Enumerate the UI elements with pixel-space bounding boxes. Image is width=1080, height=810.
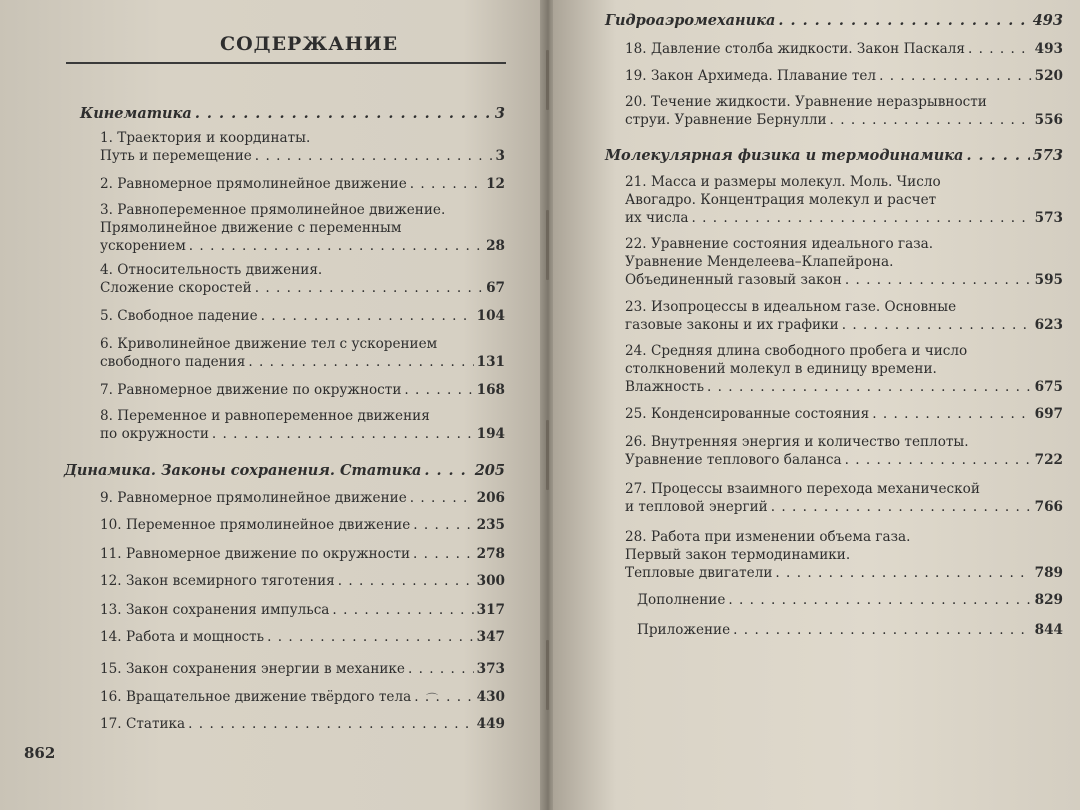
toc-entry-title: Первый закон термодинамики.: [625, 547, 851, 563]
dot-leader: [966, 147, 1029, 165]
toc-entry-title: по окружности: [100, 426, 209, 442]
toc-entry: [100, 660, 505, 678]
toc-entry-line: [100, 175, 505, 193]
toc-entry-line: [625, 378, 1063, 396]
toc-entry-title: 12. Закон всемирного тяготения: [100, 573, 335, 589]
dot-leader: [424, 462, 471, 480]
toc-page-number: 3: [495, 148, 505, 164]
toc-page-number: 104: [476, 308, 505, 324]
toc-page-number: 278: [476, 546, 505, 562]
toc-entry: [100, 129, 505, 165]
toc-entry: [625, 235, 1063, 289]
dot-leader: [845, 451, 1032, 469]
toc-entry-title: 6. Криволинейное движение тел с ускорением: [100, 336, 438, 352]
toc-entry-line: [100, 147, 505, 165]
toc-entry-line: [605, 147, 1063, 165]
toc-entry-title: газовые законы и их графики: [625, 317, 839, 333]
toc-page-number: 829: [1034, 592, 1063, 608]
toc-page-number: 131: [476, 354, 505, 370]
toc-entry-title: 14. Работа и мощность: [100, 629, 265, 645]
toc-entry-title: 10. Переменное прямолинейное движение: [100, 517, 411, 533]
toc-entry-line: [625, 405, 1063, 423]
toc-entry-line: [100, 237, 505, 255]
dot-leader: [968, 40, 1032, 58]
toc-entry-line: [625, 209, 1063, 227]
dot-leader: [413, 516, 473, 534]
toc-entry-title: 19. Закон Архимеда. Плавание тел: [625, 68, 877, 84]
toc-entry-title: 2. Равномерное прямолинейное движение: [100, 176, 407, 192]
toc-page-number: 493: [1034, 41, 1063, 57]
dot-leader: [414, 688, 473, 706]
toc-entry: [625, 67, 1063, 85]
toc-entry-title: свободного падения: [100, 354, 246, 370]
toc-entry: [625, 405, 1063, 423]
toc-entry: [100, 201, 505, 255]
toc-entry-title: струи. Уравнение Бернулли: [625, 112, 827, 128]
toc-entry: [625, 93, 1063, 129]
dot-leader: [410, 489, 474, 507]
toc-entry: [625, 40, 1063, 58]
dot-leader: [879, 67, 1032, 85]
toc-entry: [625, 433, 1063, 469]
toc-entry: [625, 480, 1063, 516]
toc-entry-title: 9. Равномерное прямолинейное движение: [100, 490, 407, 506]
toc-entry-line: [64, 462, 505, 480]
toc-page-number: 347: [476, 629, 505, 645]
dot-leader: [728, 591, 1031, 609]
dot-leader: [267, 628, 474, 646]
dot-leader: [255, 147, 493, 165]
toc-entry-line: [605, 12, 1063, 30]
toc-entry-title: 25. Конденсированные состояния: [625, 406, 870, 422]
dot-leader: [842, 316, 1032, 334]
toc-entry-line: [625, 67, 1063, 85]
toc-page-number: 206: [476, 490, 505, 506]
title-rule: [66, 62, 506, 64]
toc-entry-title: 3. Равнопеременное прямолинейное движение.: [100, 202, 446, 218]
toc-entry-title: 21. Масса и размеры молекул. Моль. Число: [625, 174, 941, 190]
toc-page-number: 449: [476, 716, 505, 732]
dot-leader: [248, 353, 473, 371]
dot-leader: [338, 572, 474, 590]
toc-entry: [100, 381, 505, 399]
toc-entry-title: 27. Процессы взаимного перехода механической: [625, 481, 980, 497]
toc-entry-title: 13. Закон сохранения импульса: [100, 602, 330, 618]
binding-stitch: [546, 210, 549, 280]
toc-entry-title: Авогадро. Концентрация молекул и расчет: [625, 192, 937, 208]
toc-page-number: 722: [1034, 452, 1063, 468]
dot-leader: [845, 271, 1032, 289]
dot-leader: [410, 175, 483, 193]
toc-page-number: 300: [476, 573, 505, 589]
toc-entry-line: [625, 564, 1063, 582]
toc-entry: [637, 621, 1063, 639]
toc-entry-title: Гидроаэромеханика: [605, 12, 776, 29]
toc-page-number: 235: [476, 517, 505, 533]
toc-entry-line: [100, 307, 505, 325]
pencil-mark: ⌒: [426, 692, 439, 706]
toc-entry-title: 1. Траектория и координаты.: [100, 130, 311, 146]
toc-entry-line: [100, 353, 505, 371]
dot-leader: [771, 498, 1032, 516]
toc-entry-title: столкновений молекул в единицу времени.: [625, 361, 937, 377]
toc-entry-title: 16. Вращательное движение твёрдого тела: [100, 689, 412, 705]
dot-leader: [707, 378, 1032, 396]
toc-entry: [100, 628, 505, 646]
dot-leader: [195, 105, 492, 123]
toc-entry-line: [625, 451, 1063, 469]
toc-entry-line: [100, 628, 505, 646]
toc-entry-line: [625, 271, 1063, 289]
page-number: 862: [24, 744, 56, 762]
dot-leader: [733, 621, 1031, 639]
toc-entry-title: Прямолинейное движение с переменным: [100, 220, 402, 236]
toc-entry-title: Дополнение: [637, 592, 726, 608]
toc-entry-title: Молекулярная физика и термодинамика: [605, 147, 964, 164]
dot-leader: [404, 381, 473, 399]
dot-leader: [691, 209, 1031, 227]
toc-entry-title: Сложение скоростей: [100, 280, 252, 296]
dot-leader: [189, 237, 483, 255]
toc-entry-line: [637, 591, 1063, 609]
toc-entry: [625, 298, 1063, 334]
page-title: СОДЕРЖАНИЕ: [220, 33, 399, 55]
dot-leader: [413, 545, 474, 563]
toc-entry-title: их числа: [625, 210, 689, 226]
toc-entry-title: 23. Изопроцессы в идеальном газе. Основные: [625, 299, 957, 315]
toc-entry-title: 28. Работа при изменении объема газа.: [625, 529, 911, 545]
toc-page-number: 205: [474, 462, 505, 479]
dot-leader: [775, 564, 1031, 582]
toc-page-number: 67: [486, 280, 505, 296]
dot-leader: [778, 12, 1029, 30]
dot-leader: [872, 405, 1031, 423]
toc-page-number: 493: [1032, 12, 1063, 29]
toc-page-number: 373: [476, 661, 505, 677]
dot-leader: [830, 111, 1032, 129]
toc-page-number: 12: [486, 176, 505, 192]
toc-entry-line: [100, 688, 505, 706]
toc-entry-title: Путь и перемещение: [100, 148, 252, 164]
toc-entry: [625, 342, 1063, 396]
toc-entry-title: 20. Течение жидкости. Уравнение неразрывности: [625, 94, 987, 110]
toc-entry-title: 15. Закон сохранения энергии в механике: [100, 661, 405, 677]
toc-entry-title: Влажность: [625, 379, 705, 395]
toc-page-number: 430: [476, 689, 505, 705]
toc-entry-line: [625, 498, 1063, 516]
toc-entry-title: 5. Свободное падение: [100, 308, 258, 324]
toc-entry: [100, 335, 505, 371]
binding-stitch: [546, 640, 549, 710]
toc-section-heading: [605, 147, 1063, 165]
toc-entry-line: [100, 279, 505, 297]
right-page: [553, 0, 1080, 810]
binding-stitch: [546, 420, 549, 490]
toc-entry-title: Динамика. Законы сохранения. Статика: [64, 462, 422, 479]
toc-entry-line: [100, 489, 505, 507]
dot-leader: [212, 425, 474, 443]
toc-page-number: 573: [1032, 147, 1063, 164]
toc-entry-title: 24. Средняя длина свободного пробега и число: [625, 343, 968, 359]
toc-page-number: 766: [1034, 499, 1063, 515]
toc-entry: [100, 572, 505, 590]
toc-entry-title: 7. Равномерное движение по окружности: [100, 382, 402, 398]
toc-entry-line: [625, 40, 1063, 58]
toc-entry: [100, 601, 505, 619]
toc-entry: [100, 545, 505, 563]
toc-entry: [100, 407, 505, 443]
toc-entry-title: 4. Относительность движения.: [100, 262, 323, 278]
toc-entry-line: [625, 316, 1063, 334]
binding-stitch: [546, 50, 549, 110]
toc-page-number: 623: [1034, 317, 1063, 333]
toc-page-number: 789: [1034, 565, 1063, 581]
toc-entry: [100, 715, 505, 733]
toc-entry-line: [625, 111, 1063, 129]
toc-entry: [625, 528, 1063, 582]
toc-page-number: 573: [1034, 210, 1063, 226]
toc-entry: [637, 591, 1063, 609]
toc-section-heading: [605, 12, 1063, 30]
toc-page-number: 3: [494, 105, 505, 122]
toc-entry: [100, 688, 505, 706]
toc-entry-line: [100, 381, 505, 399]
toc-entry-title: 17. Статика: [100, 716, 186, 732]
toc-entry-title: Кинематика: [80, 105, 192, 122]
toc-entry-title: 18. Давление столба жидкости. Закон Паскаля: [625, 41, 965, 57]
dot-leader: [255, 279, 483, 297]
toc-entry: [100, 307, 505, 325]
toc-entry-line: [100, 715, 505, 733]
toc-page-number: 168: [476, 382, 505, 398]
dot-leader: [332, 601, 473, 619]
toc-page-number: 675: [1034, 379, 1063, 395]
toc-entry-line: [100, 545, 505, 563]
toc-page-number: 520: [1034, 68, 1063, 84]
toc-entry-title: и тепловой энергий: [625, 499, 768, 515]
toc-entry-title: 8. Переменное и равнопеременное движения: [100, 408, 430, 424]
toc-entry: [100, 261, 505, 297]
toc-entry-line: [100, 601, 505, 619]
toc-page-number: 556: [1034, 112, 1063, 128]
toc-section-heading: [64, 462, 505, 480]
toc-entry-title: 26. Внутренняя энергия и количество теплоты.: [625, 434, 969, 450]
toc-entry: [625, 173, 1063, 227]
dot-leader: [261, 307, 474, 325]
toc-page-number: 317: [476, 602, 505, 618]
toc-entry-title: Приложение: [637, 622, 731, 638]
toc-entry-line: [637, 621, 1063, 639]
toc-page-number: 844: [1034, 622, 1063, 638]
toc-entry-title: Уравнение Менделеева–Клапейрона.: [625, 254, 894, 270]
toc-page-number: 28: [486, 238, 505, 254]
toc-entry-title: Уравнение теплового баланса: [625, 452, 842, 468]
toc-entry-line: [100, 660, 505, 678]
dot-leader: [188, 715, 473, 733]
toc-entry-line: [100, 516, 505, 534]
toc-page-number: 697: [1034, 406, 1063, 422]
toc-entry-line: [100, 425, 505, 443]
toc-entry: [100, 489, 505, 507]
toc-page-number: 194: [476, 426, 505, 442]
toc-entry-title: 11. Равномерное движение по окружности: [100, 546, 411, 562]
dot-leader: [408, 660, 474, 678]
toc-section-heading: [80, 105, 505, 123]
toc-entry-title: ускорением: [100, 238, 186, 254]
toc-entry-line: [100, 572, 505, 590]
toc-entry: [100, 175, 505, 193]
toc-entry-line: [80, 105, 505, 123]
toc-entry-title: Объединенный газовый закон: [625, 272, 842, 288]
toc-entry-title: Тепловые двигатели: [625, 565, 773, 581]
toc-entry-title: 22. Уравнение состояния идеального газа.: [625, 236, 934, 252]
toc-page-number: 595: [1034, 272, 1063, 288]
toc-entry: [100, 516, 505, 534]
